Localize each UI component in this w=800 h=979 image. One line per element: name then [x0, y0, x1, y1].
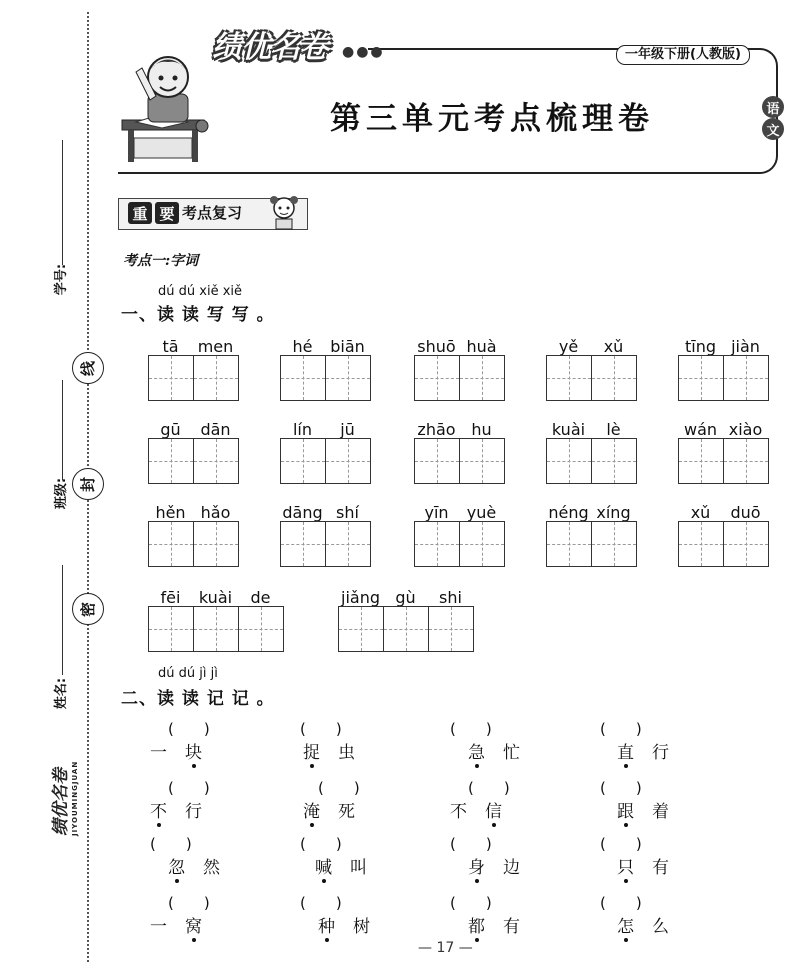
tianzige-cell[interactable]: [415, 439, 460, 483]
group-pinyin: [280, 420, 370, 439]
group-pinyin: [148, 503, 238, 522]
pinyin-answer-blank[interactable]: ( ): [450, 835, 492, 853]
emphasis-dot: [624, 879, 628, 883]
name-label: 姓名:: [54, 677, 70, 710]
tianzige-cell[interactable]: [194, 522, 238, 566]
pinyin-syllable: yě: [558, 337, 579, 356]
group-pinyin: [546, 503, 636, 522]
tianzige-cell[interactable]: [194, 607, 239, 651]
pinyin-syllable: gù: [395, 588, 416, 607]
pinyin-syllable: lín: [292, 420, 313, 439]
pinyin-syllable: de: [250, 588, 271, 607]
pinyin-syllable: jiǎng: [341, 588, 380, 607]
pinyin-syllable: zhāo: [417, 420, 456, 439]
tianzige-cell[interactable]: [460, 522, 504, 566]
pinyin-syllable: dān: [200, 420, 231, 439]
tianzige-cell[interactable]: [239, 607, 283, 651]
pinyin-answer-blank[interactable]: ( ): [600, 894, 642, 912]
group-pinyin: [148, 588, 283, 607]
group-pinyin: [414, 420, 504, 439]
pinyin-syllable: yuè: [466, 503, 497, 522]
pinyin-syllable: xǔ: [690, 503, 711, 522]
pinyin-answer-blank[interactable]: ( ): [300, 894, 342, 912]
emphasis-dot: [475, 938, 479, 942]
emphasis-dot: [322, 879, 326, 883]
tianzige-boxes: [148, 438, 239, 484]
class-line: [62, 380, 63, 480]
pinyin-syllable: shuō: [417, 337, 456, 356]
emphasis-dot: [192, 764, 196, 768]
tianzige-cell[interactable]: [149, 607, 194, 651]
pinyin-syllable: lè: [606, 420, 621, 439]
group-pinyin: [148, 420, 238, 439]
group-pinyin: [546, 337, 636, 356]
tianzige-boxes: [280, 355, 371, 401]
tianzige-cell[interactable]: [724, 522, 768, 566]
subject-badge-wen: 文: [762, 118, 784, 140]
class-label: 班级:: [54, 477, 70, 510]
tianzige-cell[interactable]: [429, 607, 473, 651]
tianzige-cell[interactable]: [679, 439, 724, 483]
pinyin-syllable: hu: [471, 420, 492, 439]
tianzige-cell[interactable]: [281, 439, 326, 483]
pinyin-answer-blank[interactable]: ( ): [600, 835, 642, 853]
vocab-word: 忽然: [168, 858, 238, 878]
tianzige-boxes: [414, 438, 505, 484]
vocab-word: 怎么: [617, 917, 687, 937]
pinyin-answer-blank[interactable]: ( ): [300, 720, 342, 738]
pinyin-answer-blank[interactable]: ( ): [168, 894, 210, 912]
grade-badge: 一年级下册(人教版): [616, 45, 750, 65]
tianzige-boxes: [280, 438, 371, 484]
girl-mascot-icon: [266, 192, 302, 232]
emphasis-dot: [475, 879, 479, 883]
q1-pinyin: dú dú xiě xiě: [158, 284, 243, 299]
pinyin-syllable: tīng: [684, 337, 716, 356]
tianzige-cell[interactable]: [679, 522, 724, 566]
vocab-word: 种树: [318, 917, 388, 937]
tianzige-cell[interactable]: [415, 522, 460, 566]
pinyin-syllable: yīn: [424, 503, 449, 522]
student-at-desk-illustration: [118, 42, 214, 167]
vocab-word: 只有: [617, 858, 687, 878]
pinyin-syllable: hǎo: [200, 503, 231, 522]
tianzige-boxes: [148, 355, 239, 401]
pinyin-answer-blank[interactable]: ( ): [600, 779, 642, 797]
point-one-title: 考点一:字词: [123, 253, 199, 269]
pinyin-answer-blank[interactable]: ( ): [450, 894, 492, 912]
tianzige-boxes: [148, 606, 284, 652]
tianzige-cell[interactable]: [149, 439, 194, 483]
pinyin-syllable: kuài: [551, 420, 586, 439]
group-pinyin: [280, 503, 370, 522]
pinyin-answer-blank[interactable]: ( ): [318, 779, 360, 797]
vocab-word: 身边: [468, 858, 538, 878]
tianzige-cell[interactable]: [326, 356, 370, 400]
group-pinyin: [546, 420, 636, 439]
tianzige-cell[interactable]: [194, 439, 238, 483]
pinyin-answer-blank[interactable]: ( ): [168, 720, 210, 738]
group-pinyin: [338, 588, 473, 607]
tianzige-cell[interactable]: [724, 439, 768, 483]
tianzige-cell[interactable]: [547, 522, 592, 566]
tianzige-cell[interactable]: [326, 439, 370, 483]
tianzige-cell[interactable]: [592, 356, 636, 400]
tianzige-cell[interactable]: [194, 356, 238, 400]
emphasis-dot: [624, 938, 628, 942]
group-pinyin: [678, 503, 768, 522]
tianzige-boxes: [148, 521, 239, 567]
student-no-label: 学号:: [54, 263, 70, 296]
pinyin-syllable: kuài: [198, 588, 233, 607]
group-pinyin: [280, 337, 370, 356]
tianzige-boxes: [546, 355, 637, 401]
tianzige-cell[interactable]: [281, 522, 326, 566]
badge-text: 考点复习: [182, 204, 243, 222]
tianzige-cell[interactable]: [149, 522, 194, 566]
emphasis-dot: [310, 764, 314, 768]
emphasis-dot: [475, 764, 479, 768]
tianzige-cell[interactable]: [724, 356, 768, 400]
page-number: — 17 —: [418, 940, 473, 956]
emphasis-dot: [492, 823, 496, 827]
pinyin-syllable: jū: [340, 420, 355, 439]
vocab-word: 一块: [150, 743, 220, 763]
emphasis-dot: [310, 823, 314, 827]
emphasis-dot: [624, 823, 628, 827]
seal-xian: 线: [72, 352, 104, 384]
pinyin-answer-blank[interactable]: ( ): [468, 779, 510, 797]
name-line: [62, 565, 63, 675]
tianzige-boxes: [546, 521, 637, 567]
pinyin-syllable: xíng: [596, 503, 631, 522]
pinyin-answer-blank[interactable]: ( ): [600, 720, 642, 738]
tianzige-boxes: [338, 606, 474, 652]
group-pinyin: [678, 420, 768, 439]
pinyin-syllable: xǔ: [603, 337, 624, 356]
badge-char-zhong: 重: [128, 202, 152, 224]
vocab-word: 不行: [150, 802, 220, 822]
pinyin-answer-blank[interactable]: ( ): [450, 720, 492, 738]
page-title: 第三单元考点梳理卷: [330, 101, 654, 137]
tianzige-cell[interactable]: [547, 439, 592, 483]
group-pinyin: [678, 337, 768, 356]
student-no-line: [62, 140, 63, 265]
pinyin-syllable: hěn: [155, 503, 186, 522]
pinyin-syllable: biān: [330, 337, 365, 356]
pinyin-syllable: huà: [466, 337, 497, 356]
pinyin-syllable: men: [197, 337, 234, 356]
tianzige-cell[interactable]: [149, 356, 194, 400]
vocab-word: 都有: [468, 917, 538, 937]
tianzige-boxes: [678, 355, 769, 401]
pinyin-syllable: gū: [160, 420, 181, 439]
tianzige-cell[interactable]: [415, 356, 460, 400]
logo-dots: ●●●: [342, 44, 385, 60]
tianzige-boxes: [414, 355, 505, 401]
tianzige-boxes: [280, 521, 371, 567]
tianzige-cell[interactable]: [460, 356, 504, 400]
pinyin-syllable: shi: [439, 588, 462, 607]
side-logo: 绩优名卷 JIYOUMINGJUAN: [51, 760, 79, 836]
vocab-word: 一窝: [150, 917, 220, 937]
tianzige-cell[interactable]: [326, 522, 370, 566]
pinyin-syllable: hé: [292, 337, 313, 356]
pinyin-syllable: jiàn: [731, 337, 760, 356]
tianzige-cell[interactable]: [339, 607, 384, 651]
group-pinyin: [414, 503, 504, 522]
pinyin-syllable: néng: [548, 503, 589, 522]
vocab-word: 捉虫: [303, 743, 373, 763]
tianzige-cell[interactable]: [592, 439, 636, 483]
tianzige-cell[interactable]: [592, 522, 636, 566]
q2-pinyin: dú dú jì jì: [158, 666, 218, 681]
seal-feng: 封: [72, 468, 104, 500]
emphasis-dot: [624, 764, 628, 768]
pinyin-answer-blank[interactable]: ( ): [150, 835, 192, 853]
vocab-word: 不信: [450, 802, 520, 822]
tianzige-cell[interactable]: [281, 356, 326, 400]
vocab-word: 淹死: [303, 802, 373, 822]
tianzige-cell[interactable]: [460, 439, 504, 483]
vocab-word: 跟着: [617, 802, 687, 822]
pinyin-syllable: wán: [683, 420, 718, 439]
group-pinyin: [414, 337, 504, 356]
tianzige-boxes: [546, 438, 637, 484]
vocab-word: 直行: [617, 743, 687, 763]
badge-char-yao: 要: [155, 202, 179, 224]
pinyin-answer-blank[interactable]: ( ): [300, 835, 342, 853]
q2-heading: 二、读 读 记 记 。: [121, 689, 275, 709]
pinyin-syllable: shí: [336, 503, 359, 522]
tianzige-boxes: [414, 521, 505, 567]
pinyin-syllable: duō: [730, 503, 761, 522]
subject-badge-yu: 语: [762, 96, 784, 118]
tianzige-cell[interactable]: [384, 607, 429, 651]
pinyin-answer-blank[interactable]: ( ): [168, 779, 210, 797]
tianzige-cell[interactable]: [547, 356, 592, 400]
vocab-word: 急忙: [468, 743, 538, 763]
pinyin-syllable: dāng: [282, 503, 323, 522]
group-pinyin: [148, 337, 238, 356]
pinyin-syllable: fēi: [160, 588, 181, 607]
tianzige-boxes: [678, 521, 769, 567]
q1-heading: 一、读 读 写 写 。: [121, 305, 275, 325]
brand-logo: 绩优名卷: [212, 30, 328, 65]
pinyin-syllable: xiào: [728, 420, 763, 439]
pinyin-syllable: tā: [162, 337, 179, 356]
tianzige-cell[interactable]: [679, 356, 724, 400]
emphasis-dot: [175, 879, 179, 883]
vocab-word: 喊叫: [315, 858, 385, 878]
seal-mi: 密: [72, 593, 104, 625]
emphasis-dot: [325, 938, 329, 942]
emphasis-dot: [192, 938, 196, 942]
emphasis-dot: [157, 823, 161, 827]
tianzige-boxes: [678, 438, 769, 484]
